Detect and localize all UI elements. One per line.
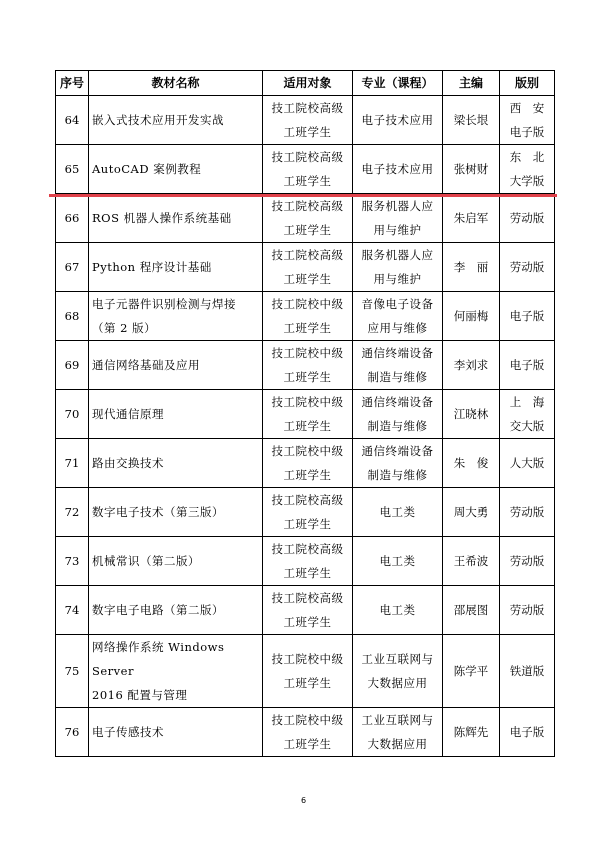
- cell-name: [89, 390, 263, 439]
- cell-major: [353, 96, 443, 145]
- cell-major: [353, 635, 443, 708]
- cell-target: [263, 194, 353, 243]
- cell-publisher: [500, 586, 555, 635]
- cell-publisher: [500, 390, 555, 439]
- cell-major-line: 用与维护: [373, 223, 422, 237]
- table-row: [56, 708, 555, 757]
- cell-name: [89, 194, 263, 243]
- cell-name-line: 电子元器件识别检测与焊接: [92, 297, 236, 311]
- cell-major: [353, 488, 443, 537]
- cell-target-line: 工班学生: [283, 370, 332, 384]
- cell-target-line: 技工院校中级: [271, 713, 344, 727]
- table-row: [56, 390, 555, 439]
- cell-name: [89, 635, 263, 708]
- cell-name: [89, 586, 263, 635]
- cell-name-line: 机械常识（第二版）: [92, 554, 200, 568]
- cell-editor: 邵展图: [443, 586, 500, 635]
- cell-target-line: 工班学生: [283, 615, 332, 629]
- cell-target: [263, 488, 353, 537]
- table-row: [56, 537, 555, 586]
- cell-target-line: 技工院校高级: [271, 493, 344, 507]
- cell-name-line: 数字电子技术（第三版）: [92, 505, 224, 519]
- cell-name-line: 现代通信原理: [92, 407, 164, 421]
- cell-publisher: [500, 194, 555, 243]
- cell-target-line: 工班学生: [283, 676, 332, 690]
- cell-target-line: 技工院校中级: [271, 297, 344, 311]
- cell-major-line: 电工类: [379, 505, 416, 519]
- table-header-row: [56, 71, 555, 96]
- cell-publisher-line: 劳动版: [509, 260, 545, 274]
- cell-target-line: 技工院校高级: [271, 591, 344, 605]
- cell-target: [263, 708, 353, 757]
- cell-no: 75: [56, 635, 89, 708]
- page-number: 6: [300, 796, 307, 805]
- cell-name: [89, 145, 263, 194]
- cell-major: [353, 341, 443, 390]
- cell-target: [263, 243, 353, 292]
- table-row: [56, 292, 555, 341]
- cell-target-line: 工班学生: [283, 566, 332, 580]
- table-row: [56, 96, 555, 145]
- cell-name-line: 网络操作系统 Windows Server: [92, 640, 225, 678]
- cell-major: [353, 708, 443, 757]
- cell-editor: 陈辉先: [443, 708, 500, 757]
- header-name: 教材名称: [89, 71, 263, 96]
- cell-major-line: 电工类: [379, 603, 416, 617]
- cell-no: 71: [56, 439, 89, 488]
- cell-publisher-line: 人大版: [509, 456, 545, 470]
- cell-major-line: 工业互联网与: [361, 713, 434, 727]
- cell-publisher: [500, 243, 555, 292]
- cell-target: [263, 537, 353, 586]
- cell-name-line: 数字电子电路（第二版）: [92, 603, 224, 617]
- cell-editor: 江晓林: [443, 390, 500, 439]
- cell-target-line: 技工院校中级: [271, 395, 344, 409]
- cell-name: [89, 537, 263, 586]
- cell-publisher: [500, 635, 555, 708]
- cell-target-line: 技工院校中级: [271, 444, 344, 458]
- cell-major: [353, 537, 443, 586]
- table-row: [56, 488, 555, 537]
- cell-name: [89, 341, 263, 390]
- cell-publisher-line: 上 海: [509, 395, 545, 409]
- cell-major-line: 电子技术应用: [361, 162, 434, 176]
- cell-major-line: 服务机器人应: [361, 248, 434, 262]
- cell-target: [263, 96, 353, 145]
- cell-name-line: ROS 机器人操作系统基础: [92, 211, 232, 225]
- cell-publisher-line: 铁道版: [509, 664, 545, 678]
- cell-no: 65: [56, 145, 89, 194]
- cell-target-line: 工班学生: [283, 174, 332, 188]
- cell-major: [353, 390, 443, 439]
- cell-target: [263, 586, 353, 635]
- cell-name-line: AutoCAD 案例教程: [92, 162, 202, 176]
- cell-target: [263, 390, 353, 439]
- header-editor: 主编: [443, 71, 500, 96]
- cell-major-line: 制造与维修: [367, 370, 428, 384]
- cell-publisher-line: 西 安: [509, 101, 545, 115]
- cell-publisher-line: 电子版: [509, 725, 545, 739]
- cell-no: 73: [56, 537, 89, 586]
- cell-publisher-line: 劳动版: [509, 554, 545, 568]
- header-target: 适用对象: [263, 71, 353, 96]
- cell-major: [353, 243, 443, 292]
- cell-target: [263, 292, 353, 341]
- cell-target-line: 工班学生: [283, 468, 332, 482]
- cell-major-line: 大数据应用: [367, 737, 428, 751]
- cell-target-line: 工班学生: [283, 125, 332, 139]
- cell-publisher-line: 交大版: [509, 419, 545, 433]
- cell-major-line: 应用与维修: [367, 321, 428, 335]
- cell-no: 66: [56, 194, 89, 243]
- cell-name: [89, 243, 263, 292]
- table-row: [56, 439, 555, 488]
- cell-target-line: 技工院校中级: [271, 346, 344, 360]
- cell-major-line: 通信终端设备: [361, 395, 434, 409]
- textbook-catalog-table: [55, 70, 555, 757]
- table-row: [56, 586, 555, 635]
- cell-target-line: 技工院校中级: [271, 652, 344, 666]
- cell-no: 64: [56, 96, 89, 145]
- cell-target: [263, 439, 353, 488]
- cell-editor: 李刘求: [443, 341, 500, 390]
- table-row: [56, 194, 555, 243]
- cell-editor: 周大勇: [443, 488, 500, 537]
- red-separator-line: [49, 194, 557, 197]
- cell-no: 72: [56, 488, 89, 537]
- cell-no: 69: [56, 341, 89, 390]
- cell-target-line: 工班学生: [283, 517, 332, 531]
- cell-editor: 朱启军: [443, 194, 500, 243]
- cell-name: [89, 439, 263, 488]
- cell-target-line: 技工院校高级: [271, 101, 344, 115]
- table-row: [56, 341, 555, 390]
- table-row: [56, 145, 555, 194]
- cell-target-line: 工班学生: [283, 419, 332, 433]
- cell-major: [353, 586, 443, 635]
- cell-name-line: 2016 配置与管理: [92, 688, 188, 702]
- cell-publisher-line: 劳动版: [509, 603, 545, 617]
- cell-publisher: [500, 341, 555, 390]
- cell-target-line: 工班学生: [283, 321, 332, 335]
- cell-major: [353, 194, 443, 243]
- cell-publisher: [500, 488, 555, 537]
- cell-name-line: Python 程序设计基础: [92, 260, 212, 274]
- cell-publisher: [500, 145, 555, 194]
- cell-major-line: 通信终端设备: [361, 346, 434, 360]
- table-row: [56, 635, 555, 708]
- cell-name: [89, 708, 263, 757]
- cell-name: [89, 292, 263, 341]
- cell-target-line: 技工院校高级: [271, 150, 344, 164]
- cell-editor: 张树财: [443, 145, 500, 194]
- cell-target-line: 技工院校高级: [271, 199, 344, 213]
- cell-major-line: 大数据应用: [367, 676, 428, 690]
- cell-target: [263, 145, 353, 194]
- header-major: 专业（课程）: [353, 71, 443, 96]
- cell-name-line: 电子传感技术: [92, 725, 164, 739]
- cell-no: 76: [56, 708, 89, 757]
- cell-publisher-line: 劳动版: [509, 211, 545, 225]
- cell-editor: 李 丽: [443, 243, 500, 292]
- cell-major: [353, 145, 443, 194]
- cell-major-line: 工业互联网与: [361, 652, 434, 666]
- cell-no: 70: [56, 390, 89, 439]
- cell-editor: 梁长垠: [443, 96, 500, 145]
- cell-name-line: （第 2 版）: [92, 321, 157, 335]
- cell-editor: 王希波: [443, 537, 500, 586]
- cell-target: [263, 635, 353, 708]
- cell-no: 67: [56, 243, 89, 292]
- cell-major-line: 电子技术应用: [361, 113, 434, 127]
- cell-publisher-line: 劳动版: [509, 505, 545, 519]
- cell-target-line: 技工院校高级: [271, 542, 344, 556]
- cell-target-line: 技工院校高级: [271, 248, 344, 262]
- cell-editor: 朱 俊: [443, 439, 500, 488]
- cell-publisher: [500, 537, 555, 586]
- cell-publisher: [500, 292, 555, 341]
- cell-no: 68: [56, 292, 89, 341]
- cell-name-line: 通信网络基础及应用: [92, 358, 200, 372]
- cell-target-line: 工班学生: [283, 737, 332, 751]
- cell-major-line: 电工类: [379, 554, 416, 568]
- cell-publisher: [500, 96, 555, 145]
- cell-target-line: 工班学生: [283, 272, 332, 286]
- cell-name: [89, 488, 263, 537]
- cell-name: [89, 96, 263, 145]
- cell-name-line: 路由交换技术: [92, 456, 164, 470]
- cell-target: [263, 341, 353, 390]
- cell-no: 74: [56, 586, 89, 635]
- cell-major-line: 制造与维修: [367, 419, 428, 433]
- cell-publisher-line: 电子版: [509, 125, 545, 139]
- cell-publisher-line: 电子版: [509, 309, 545, 323]
- cell-major-line: 通信终端设备: [361, 444, 434, 458]
- table-row: [56, 243, 555, 292]
- cell-major-line: 制造与维修: [367, 468, 428, 482]
- cell-major: [353, 439, 443, 488]
- cell-major: [353, 292, 443, 341]
- cell-publisher: [500, 439, 555, 488]
- cell-major-line: 用与维护: [373, 272, 422, 286]
- header-no: 序号: [56, 71, 89, 96]
- cell-publisher-line: 大学版: [509, 174, 545, 188]
- cell-publisher-line: 东 北: [509, 150, 545, 164]
- header-publisher: 版别: [500, 71, 555, 96]
- cell-major-line: 服务机器人应: [361, 199, 434, 213]
- cell-editor: 何丽梅: [443, 292, 500, 341]
- cell-editor: 陈学平: [443, 635, 500, 708]
- cell-publisher: [500, 708, 555, 757]
- cell-target-line: 工班学生: [283, 223, 332, 237]
- cell-major-line: 音像电子设备: [361, 297, 434, 311]
- cell-name-line: 嵌入式技术应用开发实战: [92, 113, 224, 127]
- cell-publisher-line: 电子版: [509, 358, 545, 372]
